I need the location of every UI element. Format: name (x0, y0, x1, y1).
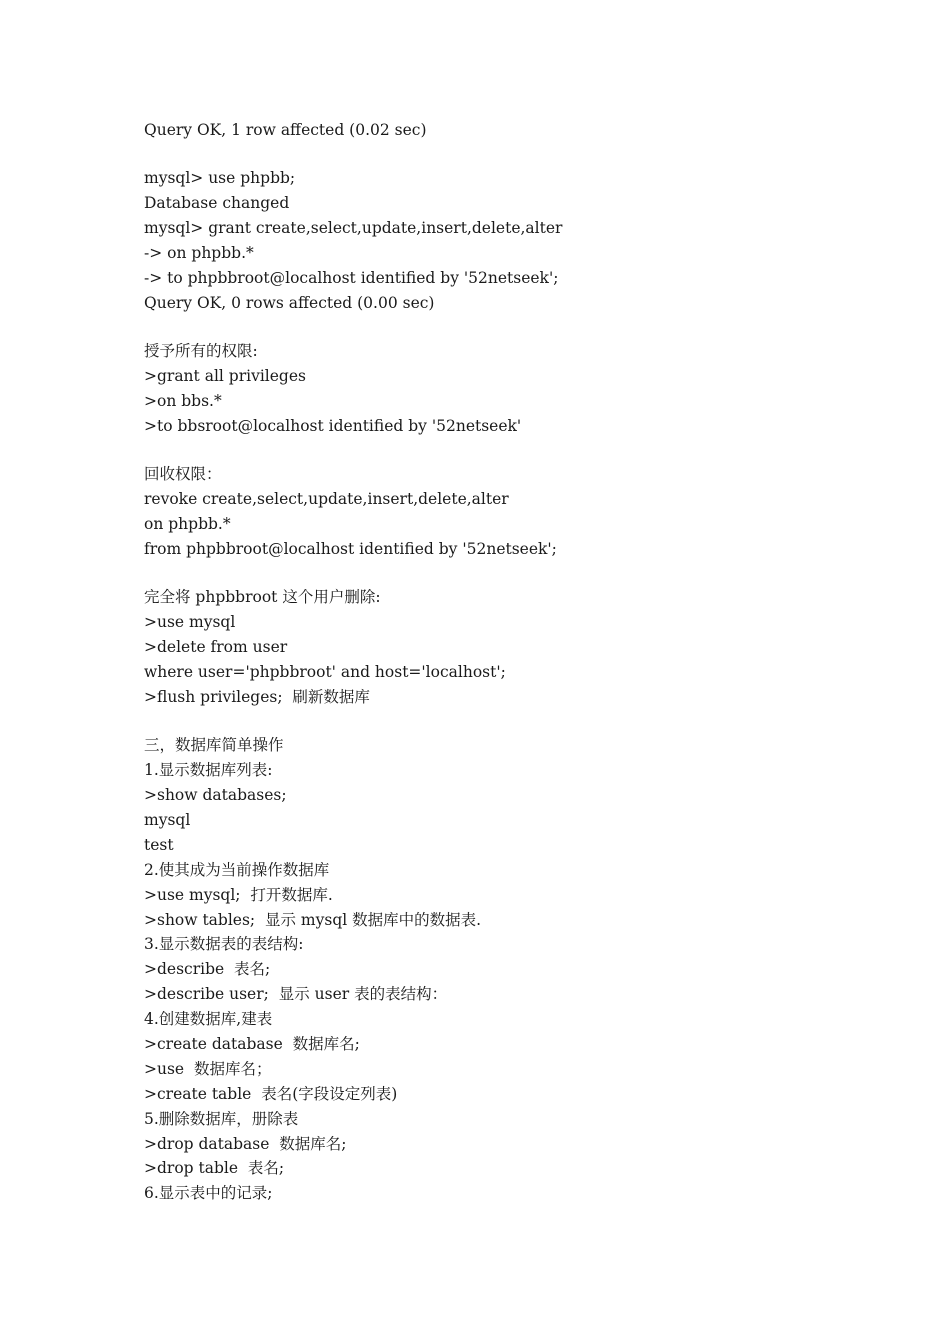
text-line: where user='phpbbroot' and host='localhost'; (144, 663, 506, 682)
text-line: >on bbs.* (144, 392, 222, 411)
text-line: >use mysql; 打开数据库. (144, 885, 333, 904)
text-block-grant (144, 166, 864, 315)
text-line: -> on phpbb.* (144, 244, 254, 263)
text-line: 完全将 phpbbroot 这个用户删除: (144, 588, 381, 607)
text-line: 6.显示表中的记录; (144, 1184, 273, 1203)
text-line: >describe user; 显示 user 表的表结构： (144, 985, 448, 1004)
text-line: >delete from user (144, 638, 288, 657)
text-line: -> to phpbbroot@localhost identified by '52netseek'; (144, 268, 559, 287)
text-line: 授予所有的权限: (144, 342, 258, 361)
text-line: 回收权限： (144, 465, 222, 484)
text-line: >drop table 表名; (144, 1159, 285, 1178)
text-line: revoke create,select,update,insert,delete,alter (144, 490, 509, 509)
text-line: >use 数据库名； (144, 1059, 272, 1078)
text-line: >drop database 数据库名; (144, 1134, 347, 1153)
text-line: >use mysql (144, 613, 236, 632)
text-line: Query OK, 0 rows affected (0.00 sec) (144, 293, 435, 312)
text-block-revoke (144, 462, 864, 562)
text-line: test (144, 835, 174, 854)
text-line: 3.显示数据表的表结构: (144, 935, 304, 954)
text-line: >show tables; 显示 mysql 数据库中的数据表. (144, 910, 482, 929)
text-block-delete-user (144, 585, 864, 709)
text-line: >flush privileges; 刷新数据库 (144, 687, 370, 706)
paragraph-gap (144, 710, 864, 734)
text-line: on phpbb.* (144, 515, 231, 534)
text-block-db-operations (144, 733, 864, 1206)
text-line: 4.创建数据库,建表 (144, 1010, 273, 1029)
text-line: >grant all privileges (144, 367, 306, 386)
text-line: 2.使其成为当前操作数据库 (144, 860, 330, 879)
paragraph-gap (144, 562, 864, 586)
section-heading: 三，数据库简单操作 (144, 736, 284, 755)
text-line: 5.删除数据库，册除表 (144, 1109, 299, 1128)
text-line: 1.显示数据库列表: (144, 761, 273, 780)
text-block-grant-all (144, 339, 864, 439)
paragraph-gap (144, 143, 864, 167)
paragraph-gap (144, 439, 864, 463)
text-line: mysql> grant create,select,update,insert,delete,alter (144, 219, 563, 238)
text-line: >to bbsroot@localhost identified by '52netseek' (144, 416, 522, 435)
document-body (144, 118, 864, 1206)
paragraph-gap (144, 316, 864, 340)
text-line: >describe 表名; (144, 960, 271, 979)
text-line: mysql (144, 810, 191, 829)
text-block-query-ok (144, 118, 864, 143)
text-line: mysql> use phpbb; (144, 169, 296, 188)
text-line: >create table 表名(字段设定列表) (144, 1084, 398, 1103)
text-line: Query OK, 1 row affected (0.02 sec) (144, 121, 427, 139)
text-line: from phpbbroot@localhost identified by '52netseek'; (144, 539, 557, 558)
text-line: >show databases; (144, 786, 287, 805)
text-line: >create database 数据库名; (144, 1035, 360, 1053)
text-line: Database changed (144, 194, 290, 213)
